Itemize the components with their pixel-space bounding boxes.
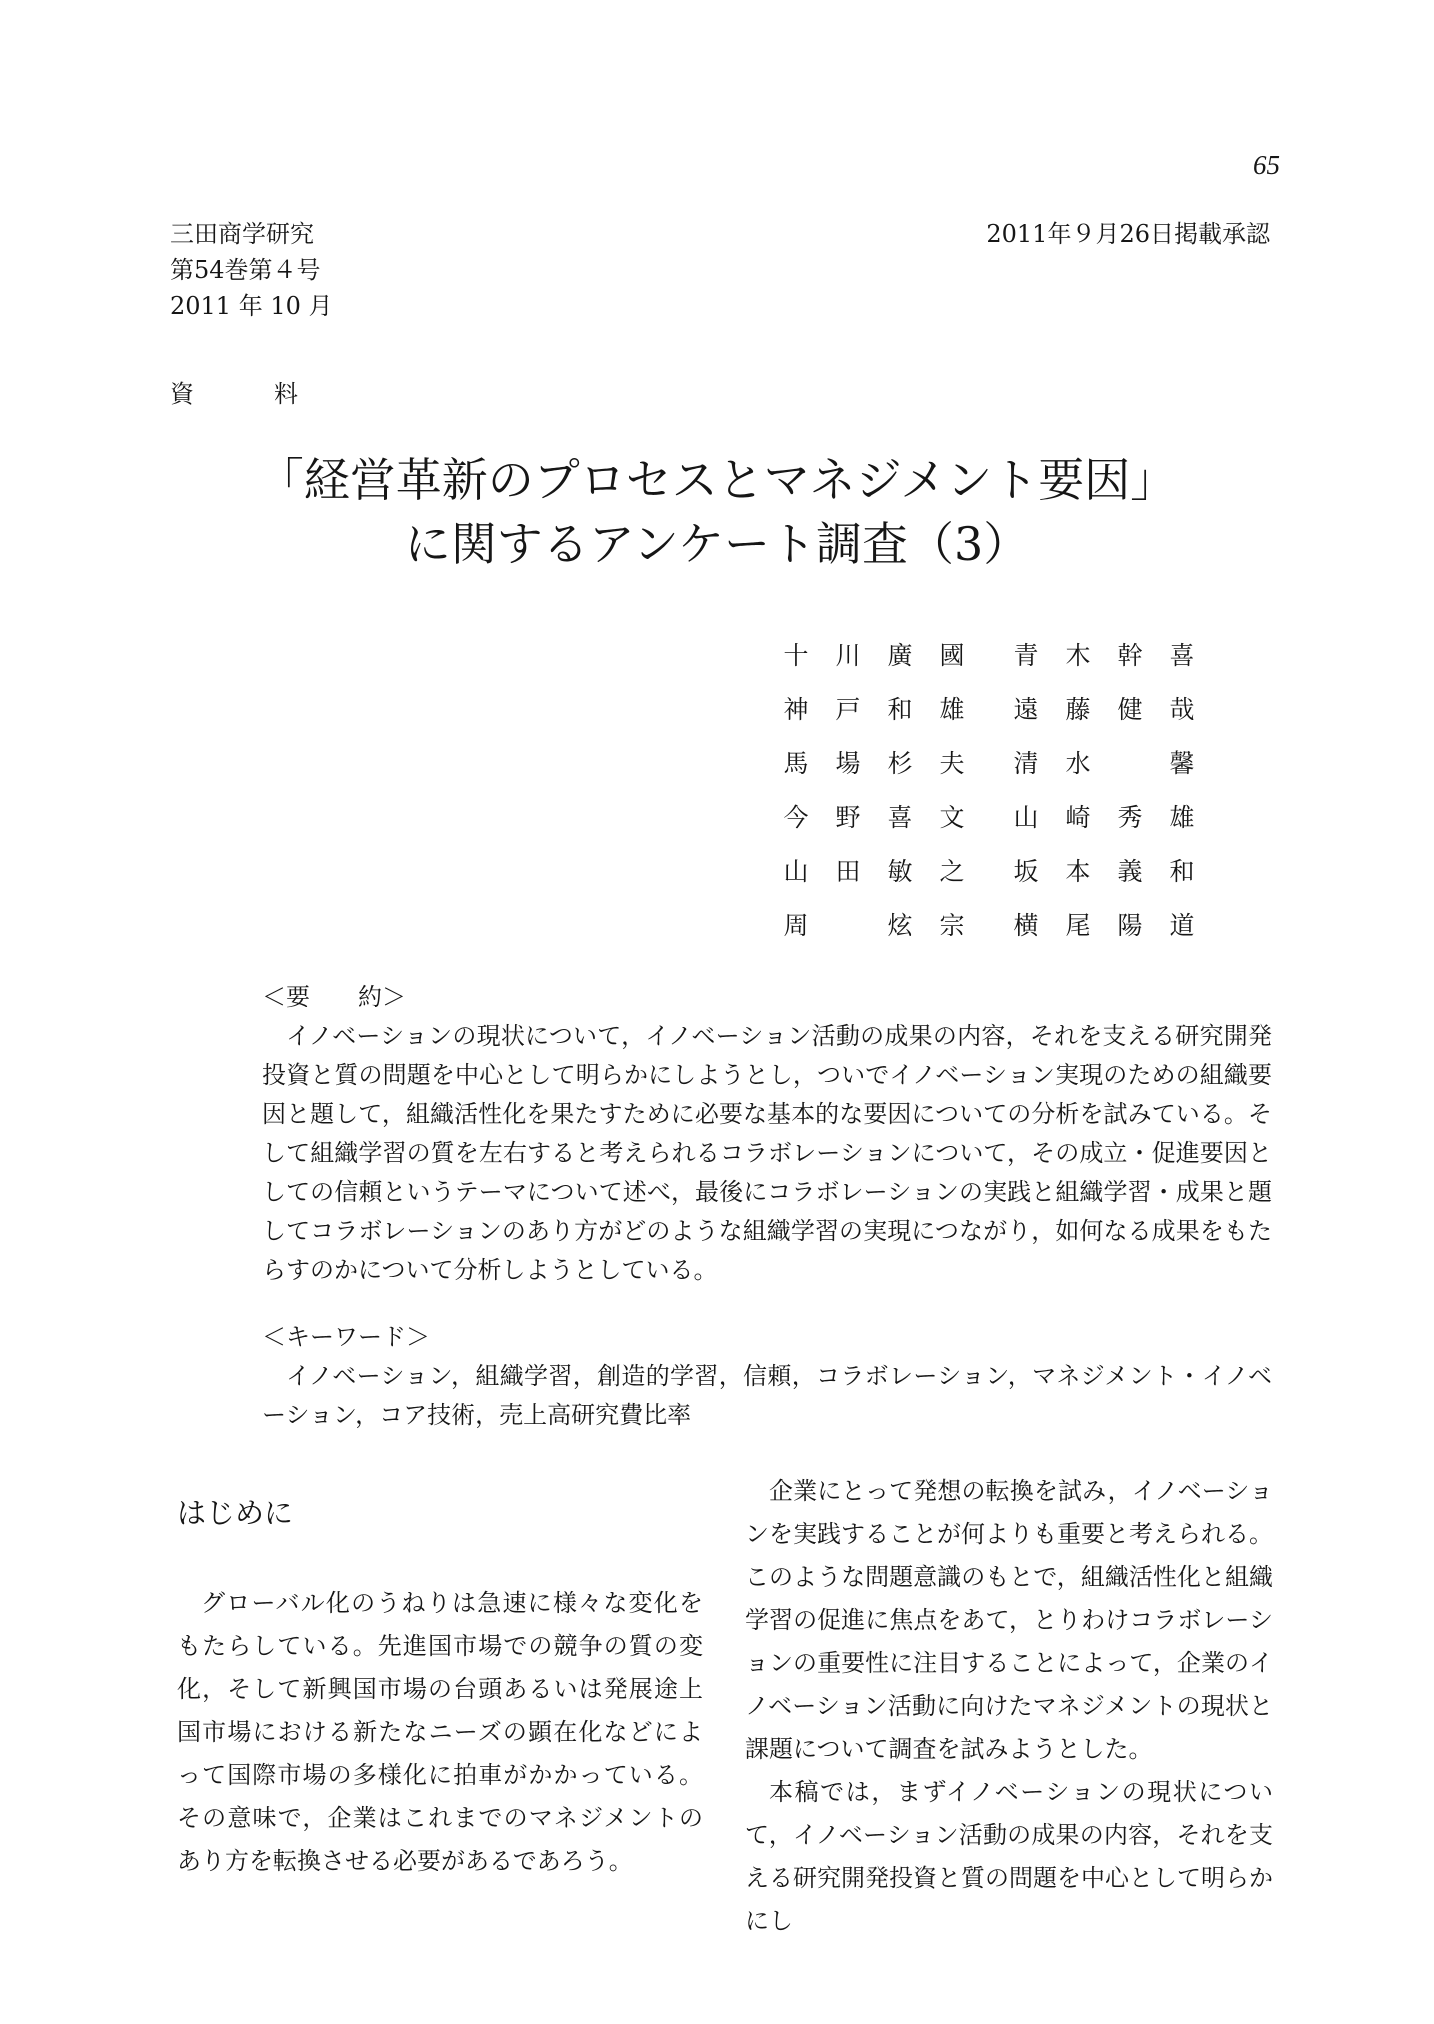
author-name: 坂 本 義 和 — [1013, 857, 1195, 886]
intro-paragraph-3: 本稿では，まずイノベーションの現状について，イノベーション活動の成果の内容，それを支える研究開発投資と質の問題を中心として明らかにし — [745, 1778, 1273, 1935]
body-column-left — [177, 1488, 703, 1883]
author-name: 神 戸 和 雄 — [783, 695, 965, 724]
author-list — [770, 636, 1230, 960]
keywords-body: イノベーション，組織学習，創造的学習，信頼，コラボレーション，マネジメント・イノベーション，コア技術，売上高研究費比率 — [262, 1362, 1272, 1429]
journal-date: 2011 年 10 月 — [170, 292, 333, 320]
author-name: 十 川 廣 國 — [783, 641, 965, 670]
author-name: 馬 場 杉 夫 — [783, 749, 965, 778]
section-label-char: 資 — [170, 380, 194, 408]
section-label-char: 料 — [274, 380, 298, 408]
journal-volume: 第54巻第４号 — [170, 256, 321, 284]
author-row — [770, 690, 1230, 744]
title-line-2: に関するアンケート調査（3） — [404, 517, 1030, 571]
abstract-body: イノベーションの現状について，イノベーション活動の成果の内容，それを支える研究開発投資と質の問題を中心として明らかにしようとし，ついでイノベーション実現のための組織要因と題して，組織活性化を果たすために必要な基本的な要因についての分析を試みている。そして組織学習の質を左右すると考えられるコラボレーションについて，その成立・促進要因としての信頼というテーマについて述べ，最後にコラボレーションの実践と組織学習・成果と題してコラボレーションのあり方がどのような組織学習の実現につながり，如何なる成果をもたらすのかについて分析しようとしている。 — [262, 1022, 1272, 1284]
section-label — [170, 374, 298, 409]
page-number: 65 — [1253, 150, 1280, 180]
keywords-heading: ＜キーワード＞ — [262, 1323, 430, 1351]
author-name: 山 崎 秀 雄 — [1013, 803, 1195, 832]
keywords-section — [262, 1317, 1272, 1435]
journal-name: 三田商学研究 — [170, 220, 314, 248]
intro-paragraph-2: 企業にとって発想の転換を試み，イノベーションを実践することが何よりも重要と考えられる。このような問題意識のもとで，組織活性化と組織学習の促進に焦点をあて，とりわけコラボレーションの重要性に注目することによって，企業のイノベーション活動に向けたマネジメントの現状と課題について調査を試みようとした。 — [745, 1477, 1273, 1763]
title-line-1: 「経営革新のプロセスとマネジメント要因」 — [257, 453, 1177, 507]
author-row — [770, 744, 1230, 798]
intro-heading: はじめに — [177, 1496, 294, 1530]
journal-info — [170, 216, 333, 324]
author-row — [770, 906, 1230, 960]
author-row — [770, 852, 1230, 906]
author-row — [770, 636, 1230, 690]
author-name: 今 野 喜 文 — [783, 803, 965, 832]
author-name: 周 炫 宗 — [783, 911, 965, 940]
author-row — [770, 798, 1230, 852]
page-title — [130, 448, 1304, 576]
author-name: 横 尾 陽 道 — [1013, 911, 1195, 940]
author-name: 遠 藤 健 哉 — [1013, 695, 1195, 724]
author-name: 山 田 敏 之 — [783, 857, 965, 886]
body-column-right — [745, 1470, 1273, 1943]
approval-date: 2011年９月26日掲載承認 — [986, 220, 1270, 248]
intro-paragraph-1: グローバル化のうねりは急速に様々な変化をもたらしている。先進国市場での競争の質の変化，そして新興国市場の台頭あるいは発展途上国市場における新たなニーズの顕在化などによって国際市場の多様化に拍車がかかっている。その意味で，企業はこれまでのマネジメントのあり方を転換させる必要があるであろう。 — [177, 1589, 703, 1875]
abstract-section — [262, 977, 1272, 1290]
author-name: 清 水 馨 — [1013, 749, 1195, 778]
author-name: 青 木 幹 喜 — [1013, 641, 1195, 670]
abstract-heading: ＜要 約＞ — [262, 983, 406, 1011]
